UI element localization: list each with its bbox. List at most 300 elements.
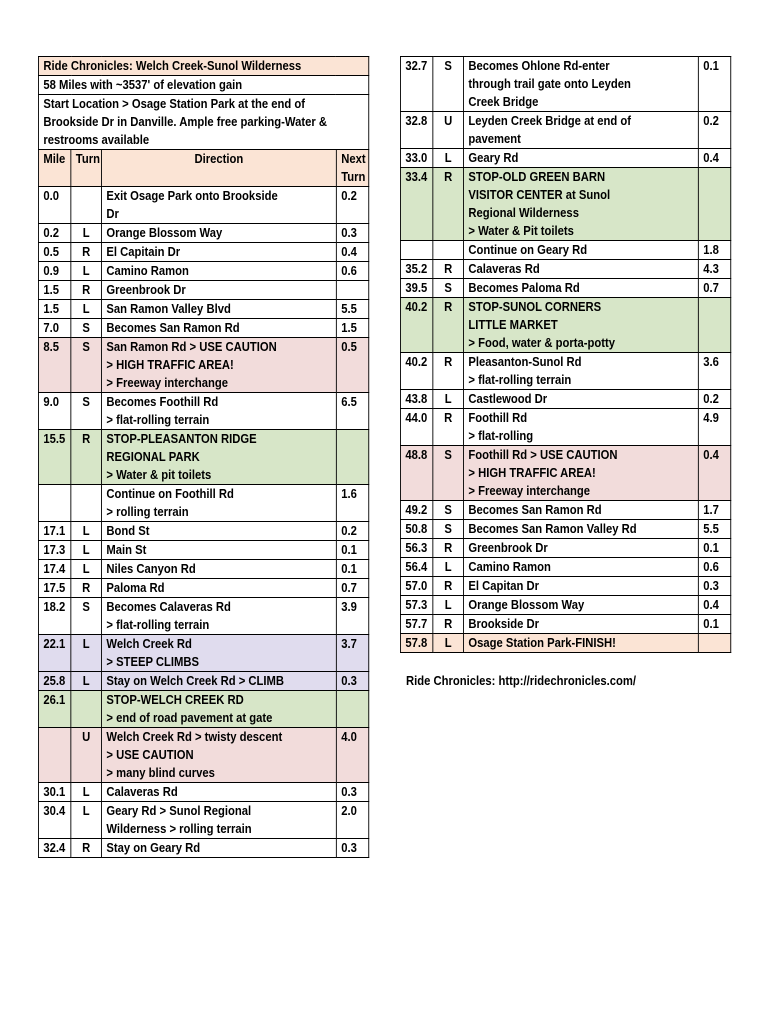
cue-turn: R [433,539,464,558]
cue-mile: 33.0 [400,149,432,168]
cue-row [38,522,368,541]
cue-mile: 17.3 [38,541,70,560]
cue-direction-line: Orange Blossom Way [468,598,585,612]
cue-direction-line: Camino Ramon [468,560,551,574]
cue-turn: S [433,279,464,298]
cue-direction-line: Bond St [106,524,150,538]
cue-turn: S [433,501,464,520]
cue-direction-line: Becomes Calaveras Rd [106,600,231,614]
cue-direction-line: Paloma Rd [106,581,165,595]
cue-row [400,168,730,241]
cue-direction-line: El Capitain Dr [106,245,181,259]
cue-direction-line: Greenbrook Dr [106,283,186,297]
sheet-title: Ride Chronicles: Welch Creek-Sunol Wilderness [38,57,368,76]
cue-next-turn: 1.8 [698,241,730,260]
cue-direction-line: pavement [468,132,521,146]
cue-mile: 25.8 [38,672,70,691]
column-header-row [38,150,368,187]
cue-row [400,241,730,260]
cue-row [400,409,730,446]
cue-direction-line: Dr [106,207,119,221]
cue-row [400,558,730,577]
cue-row [400,446,730,501]
cue-row [38,485,368,522]
cue-direction-line: Osage Station Park-FINISH! [468,636,616,650]
cue-mile [400,241,432,260]
cue-mile: 0.2 [38,224,70,243]
cue-direction [463,298,698,353]
cue-next-turn: 0.4 [698,446,730,501]
cue-turn: R [433,353,464,390]
cue-mile: 32.7 [400,57,432,112]
cue-direction [463,539,698,558]
cue-row [400,57,730,112]
cue-direction [101,802,336,839]
cue-direction [101,393,336,430]
cue-mile: 15.5 [38,430,70,485]
cue-direction-line: Foothill Rd > USE CAUTION [468,448,618,462]
cue-turn [71,691,102,728]
cue-turn: S [433,520,464,539]
cue-direction-line: Camino Ramon [106,264,189,278]
cue-next-turn: 0.3 [336,783,368,802]
cue-direction-line: Wilderness > rolling terrain [106,822,252,836]
mile-column-header: Mile [38,150,70,187]
cue-next-turn: 0.1 [336,560,368,579]
cue-mile: 44.0 [400,409,432,446]
cue-next-turn: 0.2 [698,390,730,409]
cue-turn: L [71,783,102,802]
cue-next-turn: 0.4 [698,596,730,615]
cue-mile: 7.0 [38,319,70,338]
cue-direction [463,520,698,539]
cue-next-turn: 0.3 [698,577,730,596]
cue-next-turn: 4.0 [336,728,368,783]
cue-next-turn: 3.9 [336,598,368,635]
cue-direction-line: > Water & pit toilets [106,468,212,482]
cue-next-turn: 0.1 [698,539,730,558]
cue-direction-line: Leyden Creek Bridge at end of [468,114,631,128]
cue-mile: 1.5 [38,281,70,300]
cue-row [38,319,368,338]
cue-direction-line: STOP-OLD GREEN BARN [468,170,606,184]
cue-direction [463,168,698,241]
cue-direction-line: Welch Creek Rd > twisty descent [106,730,283,744]
cue-direction [463,558,698,577]
cue-direction-line: Geary Rd [468,151,519,165]
start-location-line: restrooms available [43,133,150,147]
cue-direction-line: Calaveras Rd [468,262,540,276]
cue-mile: 1.5 [38,300,70,319]
cue-direction-line: Becomes Foothill Rd [106,395,219,409]
cue-direction-line: VISITOR CENTER at Sunol [468,188,611,202]
cue-next-turn [336,430,368,485]
next-turn-column-header [336,150,368,187]
cue-turn: R [71,579,102,598]
cue-next-turn [698,168,730,241]
cue-row [400,634,730,653]
cue-next-turn: 1.7 [698,501,730,520]
cue-turn: L [71,300,102,319]
cue-mile: 0.0 [38,187,70,224]
start-location-line: Start Location > Osage Station Park at the end of [43,97,306,111]
ride-chronicles-link[interactable]: Ride Chronicles: http://ridechronicles.com/ [406,674,637,688]
cue-direction [101,635,336,672]
cue-mile [38,485,70,522]
cue-mile: 57.3 [400,596,432,615]
cue-mile: 57.8 [400,634,432,653]
cue-mile: 17.4 [38,560,70,579]
cue-direction-line: Creek Bridge [468,95,539,109]
cue-mile: 40.2 [400,353,432,390]
cue-direction [101,300,336,319]
start-location-row [38,95,368,150]
cue-direction-line: San Ramon Valley Blvd [106,302,231,316]
cue-row [38,393,368,430]
cue-row [38,783,368,802]
cue-next-turn: 0.6 [336,262,368,281]
cue-row [38,560,368,579]
cue-row [38,243,368,262]
summary-row [38,76,368,95]
cue-row [400,260,730,279]
cue-direction-line: REGIONAL PARK [106,450,200,464]
cue-mile: 48.8 [400,446,432,501]
cue-direction [463,353,698,390]
cue-mile: 0.9 [38,262,70,281]
cue-turn: U [71,728,102,783]
cue-turn: S [71,393,102,430]
cue-turn: S [71,598,102,635]
cue-direction-line: San Ramon Rd > USE CAUTION [106,340,277,354]
cue-next-turn: 0.4 [336,243,368,262]
cue-direction [101,262,336,281]
cue-row [38,579,368,598]
cue-direction [101,281,336,300]
cue-row [400,577,730,596]
cue-turn: L [433,596,464,615]
cue-direction [101,579,336,598]
cue-row [38,691,368,728]
cue-next-turn: 0.6 [698,558,730,577]
cue-next-turn: 0.7 [336,579,368,598]
cue-mile: 39.5 [400,279,432,298]
cue-direction-line: > end of road pavement at gate [106,711,273,725]
cue-next-turn: 1.5 [336,319,368,338]
cue-turn: R [433,260,464,279]
cue-direction [101,224,336,243]
cue-row [400,596,730,615]
cue-mile: 22.1 [38,635,70,672]
cue-mile: 56.4 [400,558,432,577]
cue-direction [101,541,336,560]
cue-turn: L [71,560,102,579]
cue-direction [463,577,698,596]
cue-turn: R [433,577,464,596]
cue-direction [463,446,698,501]
cue-direction-line: > Water & Pit toilets [468,224,574,238]
cue-mile: 57.7 [400,615,432,634]
cue-direction-line: through trail gate onto Leyden [468,77,631,91]
cue-direction-line: > flat-rolling terrain [106,413,210,427]
cue-next-turn: 4.9 [698,409,730,446]
cue-next-turn: 0.5 [336,338,368,393]
cue-direction-line: > flat-rolling [468,429,534,443]
cue-turn: U [433,112,464,149]
cue-row [400,149,730,168]
cue-direction-line: STOP-SUNOL CORNERS [468,300,602,314]
cue-direction [101,522,336,541]
cue-turn: L [71,672,102,691]
cue-mile: 43.8 [400,390,432,409]
cue-row [400,279,730,298]
cue-direction-line: > Freeway interchange [106,376,229,390]
cue-next-turn: 0.4 [698,149,730,168]
cue-turn: L [71,541,102,560]
cue-turn: S [433,57,464,112]
cue-mile [38,728,70,783]
turn-column-header: Turn [71,150,102,187]
cue-row [400,501,730,520]
cue-mile: 17.1 [38,522,70,541]
cue-next-turn: 5.5 [698,520,730,539]
cue-direction-line: Becomes Ohlone Rd-enter [468,59,610,73]
cue-mile: 8.5 [38,338,70,393]
cue-direction-line: Regional Wilderness [468,206,579,220]
cue-direction [463,634,698,653]
cue-mile: 35.2 [400,260,432,279]
cue-row [400,112,730,149]
cue-row [38,338,368,393]
cue-mile: 56.3 [400,539,432,558]
cue-turn: L [433,558,464,577]
cue-row [38,541,368,560]
cue-row [38,728,368,783]
cue-direction-line: Main St [106,543,147,557]
cue-turn: L [433,149,464,168]
cue-mile: 9.0 [38,393,70,430]
cue-next-turn [336,691,368,728]
cue-mile: 33.4 [400,168,432,241]
cue-turn: R [71,281,102,300]
cue-direction [463,241,698,260]
cue-direction-line: Becomes San Ramon Rd [106,321,240,335]
cue-turn: L [71,224,102,243]
cue-row [400,390,730,409]
cue-direction-line: STOP-WELCH CREEK RD [106,693,244,707]
cue-turn: L [71,635,102,672]
cue-direction [101,783,336,802]
cue-direction-line: > Freeway interchange [468,484,591,498]
cue-row [38,839,368,858]
cue-direction-line: LITTLE MARKET [468,318,558,332]
cue-direction-line: Becomes San Ramon Rd [468,503,602,517]
cue-row [400,615,730,634]
cue-direction-line: Stay on Geary Rd [106,841,201,855]
cue-next-turn: 3.6 [698,353,730,390]
direction-column-header: Direction [101,150,336,187]
cue-direction [101,839,336,858]
cue-mile: 50.8 [400,520,432,539]
cue-direction-line: Becomes San Ramon Valley Rd [468,522,637,536]
cue-turn: S [71,319,102,338]
cue-row [38,598,368,635]
cue-row [38,430,368,485]
cue-row [400,520,730,539]
cue-direction-line: Foothill Rd [468,411,528,425]
cue-next-turn: 6.5 [336,393,368,430]
cue-row [38,300,368,319]
cue-next-turn: 0.1 [698,57,730,112]
cue-turn: R [433,615,464,634]
cue-row [38,262,368,281]
cue-mile: 0.5 [38,243,70,262]
cue-direction-line: Brookside Dr [468,617,540,631]
cue-row [38,635,368,672]
cue-direction-line: El Capitan Dr [468,579,540,593]
cue-direction-line: Becomes Paloma Rd [468,281,580,295]
cue-direction-line: Geary Rd > Sunol Regional [106,804,252,818]
cue-next-turn: 1.6 [336,485,368,522]
cue-direction [463,149,698,168]
cue-turn [71,187,102,224]
cue-direction [463,112,698,149]
cue-next-turn: 0.1 [698,615,730,634]
cue-turn: L [433,634,464,653]
cue-turn [433,241,464,260]
cue-turn: L [433,390,464,409]
cue-next-turn [698,298,730,353]
cue-direction [463,390,698,409]
cue-direction [463,615,698,634]
cue-mile: 30.4 [38,802,70,839]
cue-direction [101,430,336,485]
cue-next-turn: 0.2 [698,112,730,149]
cue-direction-line: Pleasanton-Sunol Rd [468,355,582,369]
cue-next-turn: 2.0 [336,802,368,839]
cue-direction [463,57,698,112]
cue-next-turn: 0.3 [336,839,368,858]
left-table-body [38,57,368,858]
cue-turn: L [71,522,102,541]
cue-row [38,281,368,300]
cue-direction-line: Orange Blossom Way [106,226,223,240]
cue-direction [463,596,698,615]
cue-direction-line: Welch Creek Rd [106,637,192,651]
cue-row [38,672,368,691]
cue-row [38,187,368,224]
cue-turn: S [433,446,464,501]
cue-turn: R [71,839,102,858]
right-table-body [400,57,730,653]
cue-mile: 32.4 [38,839,70,858]
cue-turn: R [433,409,464,446]
cue-next-turn: 0.3 [336,672,368,691]
cue-direction-line: > rolling terrain [106,505,189,519]
cue-mile: 26.1 [38,691,70,728]
title-row [38,57,368,76]
cue-turn: L [71,262,102,281]
cue-direction [101,319,336,338]
cue-next-turn: 4.3 [698,260,730,279]
cue-mile: 49.2 [400,501,432,520]
cue-direction-line: > HIGH TRAFFIC AREA! [468,466,596,480]
cue-row [38,802,368,839]
cue-mile: 40.2 [400,298,432,353]
cue-direction-line: Continue on Foothill Rd [106,487,234,501]
cue-next-turn: 3.7 [336,635,368,672]
cue-direction [101,560,336,579]
next-header-line: Turn [341,170,366,184]
cue-direction-line: > Food, water & porta-potty [468,336,615,350]
start-location-line: Brookside Dr in Danville. Ample free parking-Water & [43,115,328,129]
cue-next-turn: 0.2 [336,522,368,541]
cue-direction [101,672,336,691]
cue-mile: 17.5 [38,579,70,598]
cue-direction [101,243,336,262]
cue-next-turn: 0.7 [698,279,730,298]
cue-next-turn [698,634,730,653]
cue-turn: S [71,338,102,393]
cue-direction-line: > USE CAUTION [106,748,194,762]
cue-row [38,224,368,243]
ride-summary: 58 Miles with ~3537' of elevation gain [38,76,368,95]
cue-row [400,353,730,390]
cue-turn: R [71,243,102,262]
cue-sheet-left-table [38,56,369,858]
cue-direction-line: > flat-rolling terrain [106,618,210,632]
cue-row [400,298,730,353]
cue-next-turn: 0.1 [336,541,368,560]
cue-direction [101,187,336,224]
cue-direction [101,728,336,783]
next-header-line: Next [341,152,366,166]
cue-direction [463,501,698,520]
start-location [38,95,368,150]
cue-direction-line: Continue on Geary Rd [468,243,588,257]
cue-direction [463,409,698,446]
cue-next-turn: 5.5 [336,300,368,319]
cue-next-turn: 0.2 [336,187,368,224]
cue-direction [463,260,698,279]
cue-direction-line: Greenbrook Dr [468,541,548,555]
cue-turn [71,485,102,522]
cue-sheet-right-table [400,56,731,653]
cue-mile: 32.8 [400,112,432,149]
cue-direction-line: Stay on Welch Creek Rd > CLIMB [106,674,285,688]
cue-direction-line: Calaveras Rd [106,785,178,799]
cue-turn: R [71,430,102,485]
cue-direction [101,691,336,728]
cue-next-turn: 0.3 [336,224,368,243]
cue-direction-line: Niles Canyon Rd [106,562,196,576]
cue-turn: R [433,298,464,353]
cue-direction-line: > STEEP CLIMBS [106,655,200,669]
cue-direction [463,279,698,298]
cue-direction-line: Castlewood Dr [468,392,548,406]
cue-next-turn [336,281,368,300]
cue-row [400,539,730,558]
cue-mile: 30.1 [38,783,70,802]
cue-direction-line: Exit Osage Park onto Brookside [106,189,278,203]
cue-direction [101,485,336,522]
cue-direction [101,338,336,393]
cue-turn: L [71,802,102,839]
cue-turn: R [433,168,464,241]
cue-direction-line: > many blind curves [106,766,215,780]
cue-direction-line: > HIGH TRAFFIC AREA! [106,358,234,372]
cue-direction [101,598,336,635]
